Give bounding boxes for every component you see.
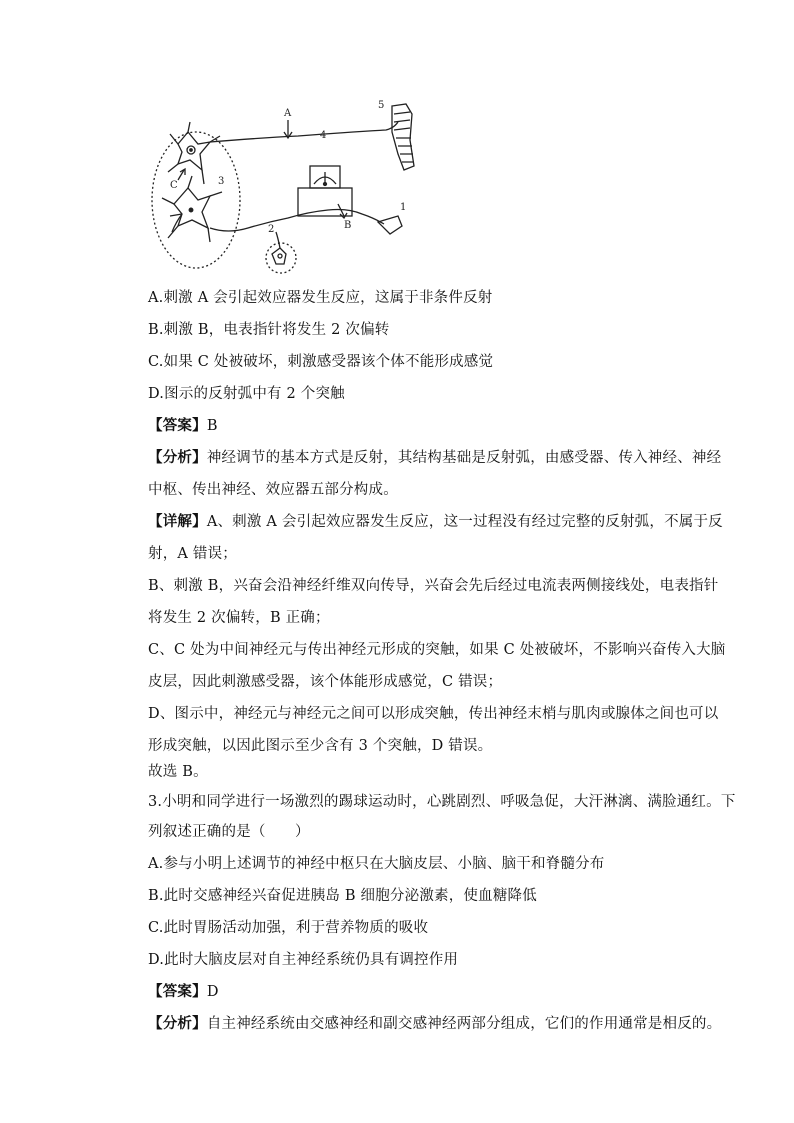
q2-detail-line-6: 皮层，因此刺激感受器，该个体能形成感觉，C 错误； — [148, 674, 503, 690]
label-2: 2 — [268, 224, 275, 235]
q2-answer-tag: 【答案】 — [148, 417, 207, 434]
q3-analysis-line-1 — [148, 1014, 722, 1034]
q3-answer: D — [206, 984, 219, 1000]
q2-option-c: C.如果 C 处被破坏，刺激感受器该个体不能形成感觉 — [148, 354, 494, 370]
q3-stem-line-1: 3.小明和同学进行一场激烈的踢球运动时，心跳剧烈、呼吸急促，大汗淋漓、满脸通红。下 — [148, 794, 736, 810]
label-A: A — [284, 108, 292, 119]
q2-detail-line-5: C、C 处为中间神经元与传出神经元形成的突触，如果 C 处被破坏，不影响兴奋传入大脑 — [148, 642, 726, 658]
q2-option-a: A.刺激 A 会引起效应器发生反应，这属于非条件反射 — [148, 290, 493, 306]
q2-option-b: B.刺激 B，电表指针将发生 2 次偏转 — [148, 322, 390, 338]
q3-answer-line — [148, 982, 688, 1002]
q3-option-b: B.此时交感神经兴奋促进胰岛 B 细胞分泌激素，使血糖降低 — [148, 888, 537, 904]
upper-neuron — [178, 132, 210, 170]
q2-analysis-text-1: 神经调节的基本方式是反射，其结构基础是反射弧，由感受器、传入神经、神经 — [206, 450, 722, 466]
q2-analysis-tag: 【分析】 — [148, 449, 207, 466]
q3-option-d: D.此时大脑皮层对自主神经系统仍具有调控作用 — [148, 952, 459, 968]
label-4: 4 — [320, 130, 327, 141]
q2-option-d: D.图示的反射弧中有 2 个突触 — [148, 386, 345, 402]
label-B: B — [344, 220, 352, 231]
label-C: C — [170, 180, 178, 191]
q2-detail-line-8: 形成突触，以因此图示至少含有 3 个突触，D 错误。 — [148, 738, 493, 754]
label-5: 5 — [378, 100, 385, 111]
label-3: 3 — [218, 176, 225, 187]
q2-detail-line-2: 射，A 错误； — [148, 546, 237, 562]
label-1: 1 — [400, 202, 407, 213]
q3-analysis-tag: 【分析】 — [148, 1015, 207, 1032]
q2-detail-tag: 【详解】 — [148, 513, 207, 530]
q2-detail-text-1: A、刺激 A 会引起效应器发生反应，这一过程没有经过完整的反射弧，不属于反 — [206, 514, 723, 530]
q3-option-c: C.此时胃肠活动加强，利于营养物质的吸收 — [148, 920, 429, 936]
q2-answer-line — [148, 416, 688, 436]
q3-answer-tag: 【答案】 — [148, 983, 207, 1000]
q2-conclusion: 故选 B。 — [148, 764, 208, 780]
q2-detail-line-1 — [148, 512, 723, 532]
q2-detail-line-4: 将发生 2 次偏转，B 正确； — [148, 610, 330, 626]
q3-analysis-text-1: 自主神经系统由交感神经和副交感神经两部分组成，它们的作用通常是相反的。 — [206, 1016, 722, 1032]
q2-answer: B — [206, 418, 218, 434]
reflex-arc-figure — [148, 92, 440, 282]
q2-detail-line-3: B、刺激 B，兴奋会沿神经纤维双向传导，兴奋会先后经过电流表两侧接线处，电表指针 — [148, 578, 719, 594]
q3-stem-line-2: 列叙述正确的是（ ） — [148, 824, 310, 840]
efferent-nerve — [210, 122, 398, 142]
q3-option-a: A.参与小明上述调节的神经中枢只在大脑皮层、小脑、脑干和脊髓分布 — [148, 856, 605, 872]
receptor — [378, 216, 402, 234]
q2-analysis-line-1 — [148, 448, 722, 468]
q2-analysis-line-2: 中枢、传出神经、效应器五部分构成。 — [148, 482, 398, 498]
q2-detail-line-7: D、图示中，神经元与神经元之间可以形成突触，传出神经末梢与肌肉或腺体之间也可以 — [148, 706, 719, 722]
galvanometer-box — [298, 188, 352, 216]
